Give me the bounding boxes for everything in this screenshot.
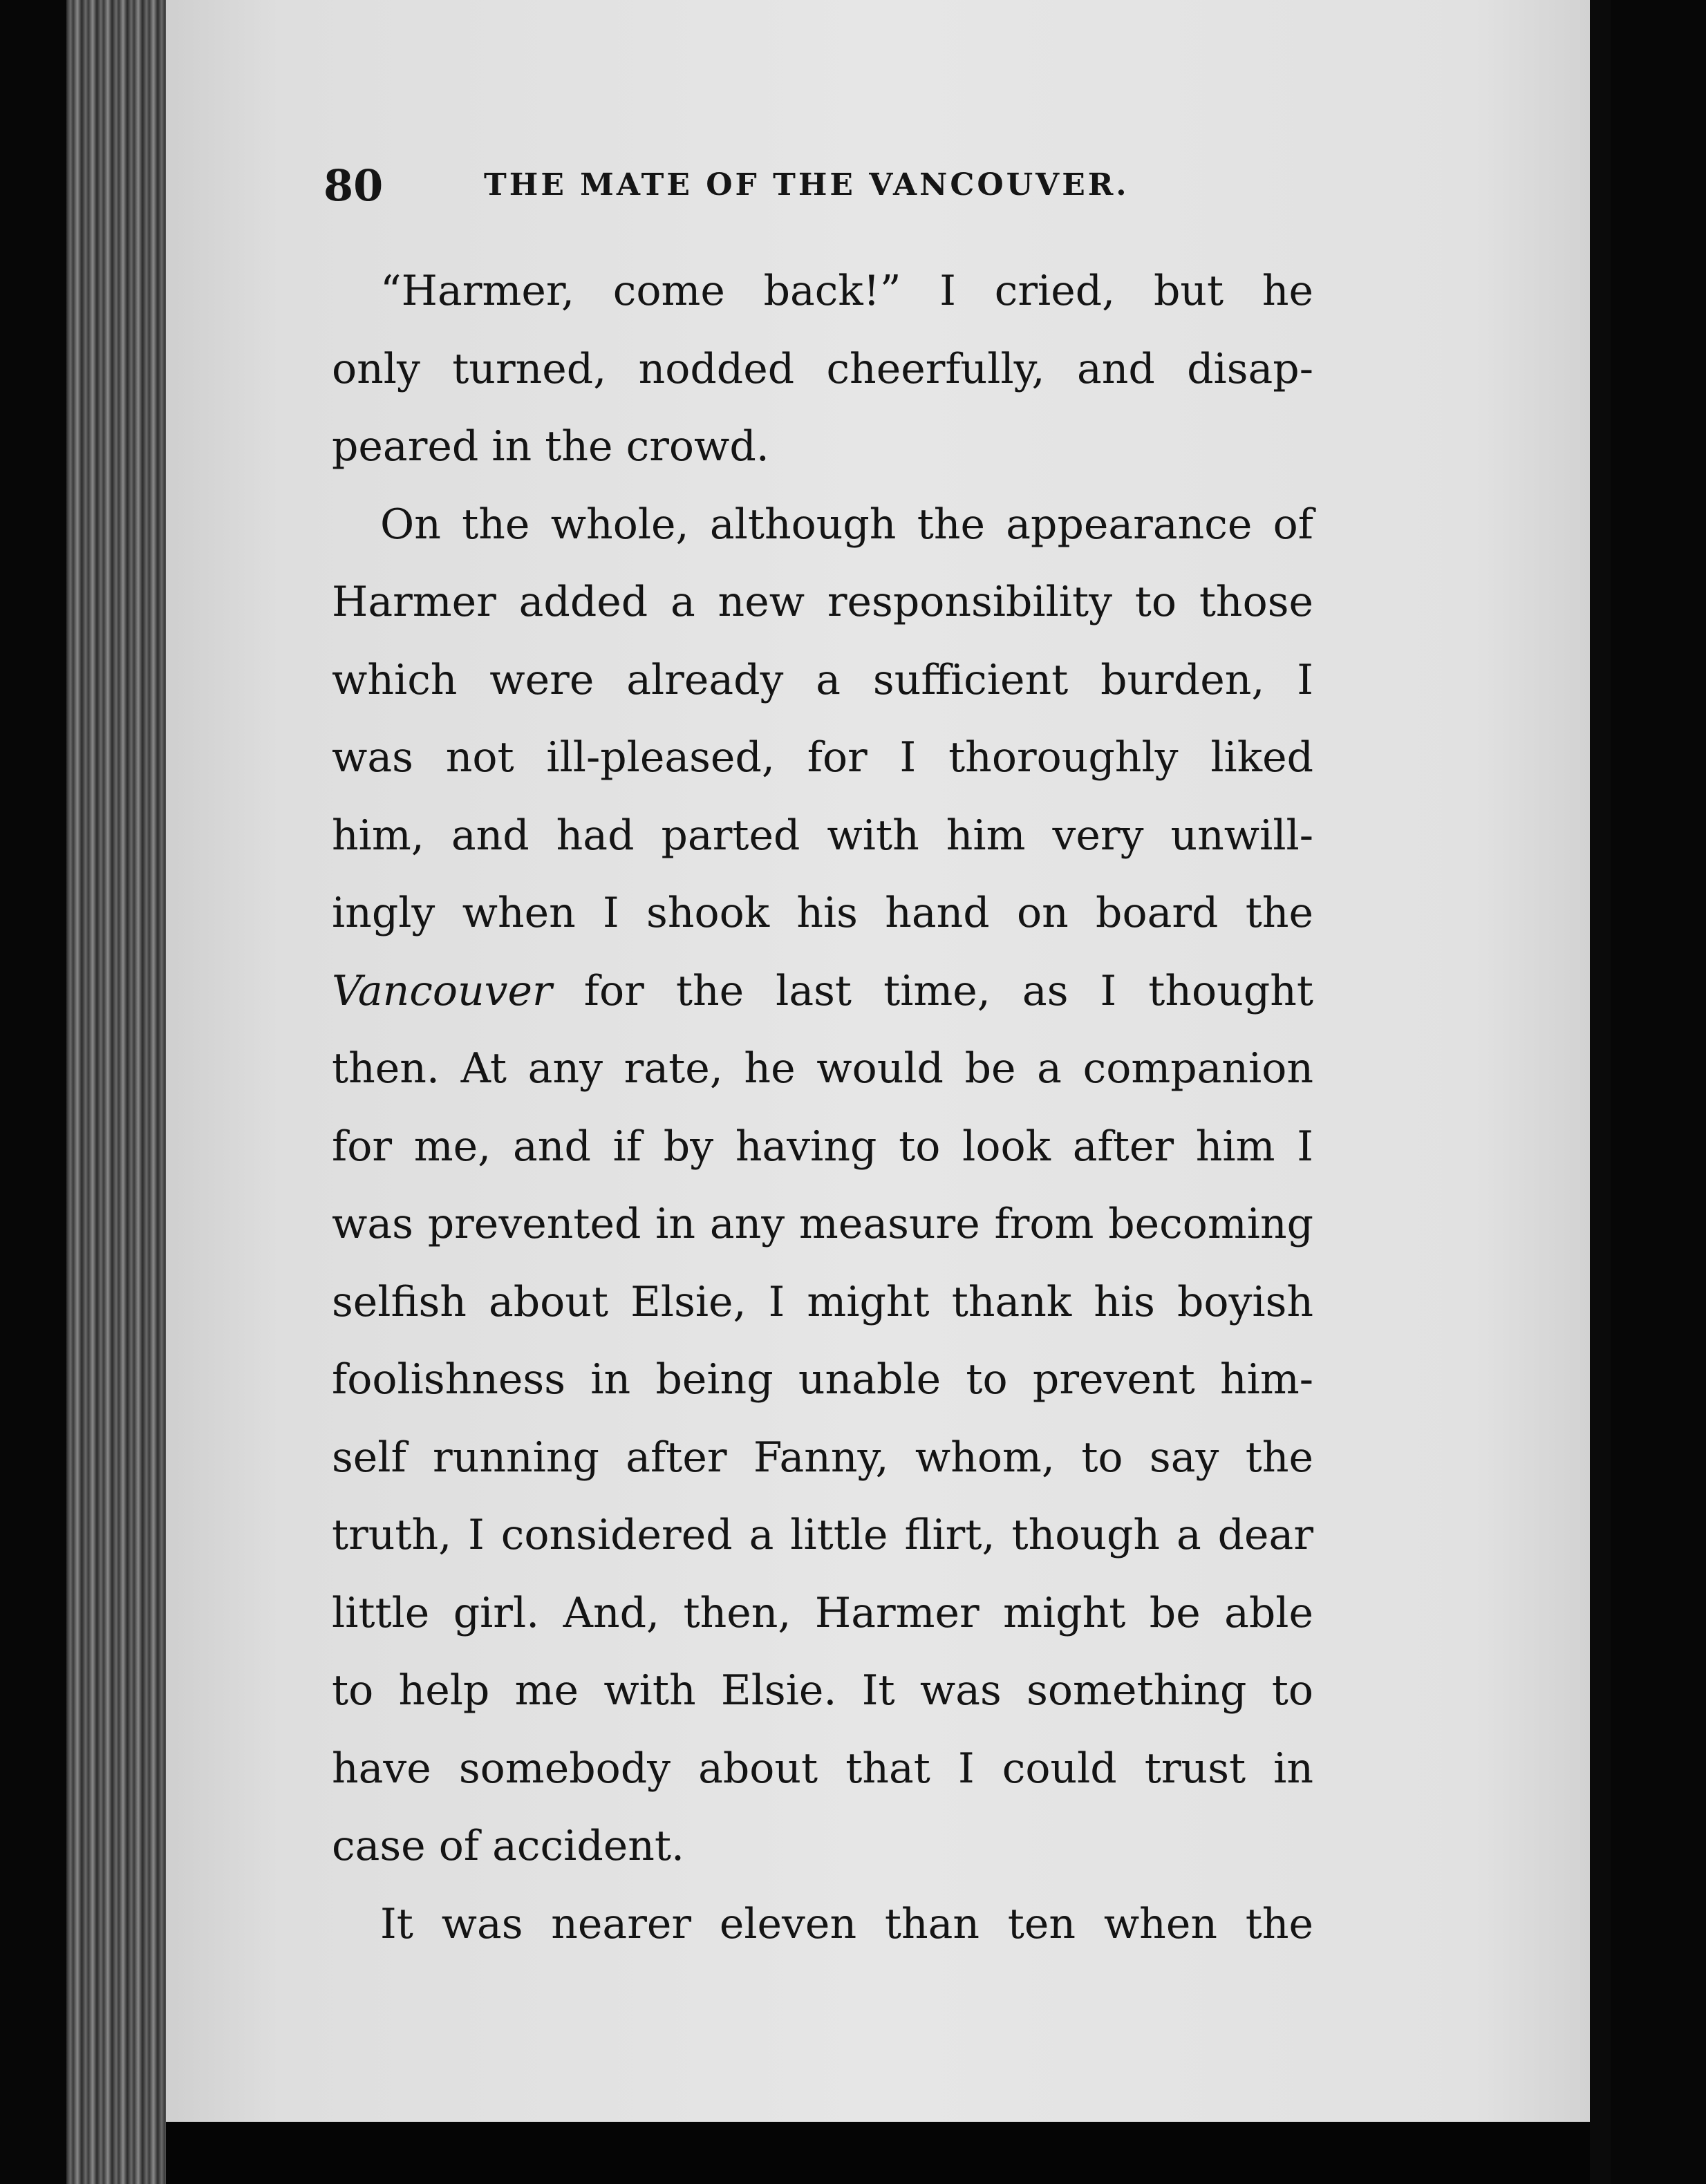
text-line: only turned, nodded cheerfully, and disap- xyxy=(332,344,1313,393)
text-fragment: for the last time, as I thought xyxy=(552,966,1313,1015)
text-line: Harmer added a new responsibility to those xyxy=(332,578,1313,626)
text-line: peared in the crowd. xyxy=(332,422,769,471)
text-line: case of accident. xyxy=(332,1822,685,1870)
page-right-edge xyxy=(1590,0,1611,2184)
text-line: for me, and if by having to look after him I xyxy=(332,1122,1313,1171)
text-line: truth, I considered a little flirt, though a dear xyxy=(332,1511,1313,1559)
text-line: which were already a sufficient burden, I xyxy=(332,655,1313,704)
text-line: him, and had parted with him very unwill- xyxy=(332,811,1313,860)
text-line: was not ill-pleased, for I thoroughly liked xyxy=(332,733,1313,782)
text-line: foolishness in being unable to prevent him- xyxy=(332,1355,1313,1404)
running-head: THE MATE OF THE VANCOUVER. xyxy=(484,167,1129,203)
page-header xyxy=(324,160,1305,216)
text-line: selfish about Elsie, I might thank his boyish xyxy=(332,1277,1313,1326)
text-line-italic xyxy=(332,952,1313,1030)
ship-name: Vancouver xyxy=(332,966,552,1015)
body-text xyxy=(332,252,1313,1963)
text-line: then. At any rate, he would be a companion xyxy=(332,1044,1313,1093)
text-line: was prevented in any measure from becoming xyxy=(332,1200,1313,1248)
text-line: ingly when I shook his hand on board the xyxy=(332,889,1313,937)
text-line: little girl. And, then, Harmer might be able xyxy=(332,1588,1313,1637)
text-line: to help me with Elsie. It was something to xyxy=(332,1666,1313,1715)
text-line: It was nearer eleven than ten when the xyxy=(380,1899,1313,1948)
text-line: have somebody about that I could trust in xyxy=(332,1744,1313,1793)
page-number: 80 xyxy=(324,160,384,211)
text-line: “Harmer, come back!” I cried, but he xyxy=(380,267,1313,315)
text-line: On the whole, although the appearance of xyxy=(380,500,1313,549)
page-bottom-edge xyxy=(166,2122,1590,2184)
text-line: self running after Fanny, whom, to say the xyxy=(332,1433,1313,1482)
book-spine xyxy=(66,0,170,2184)
